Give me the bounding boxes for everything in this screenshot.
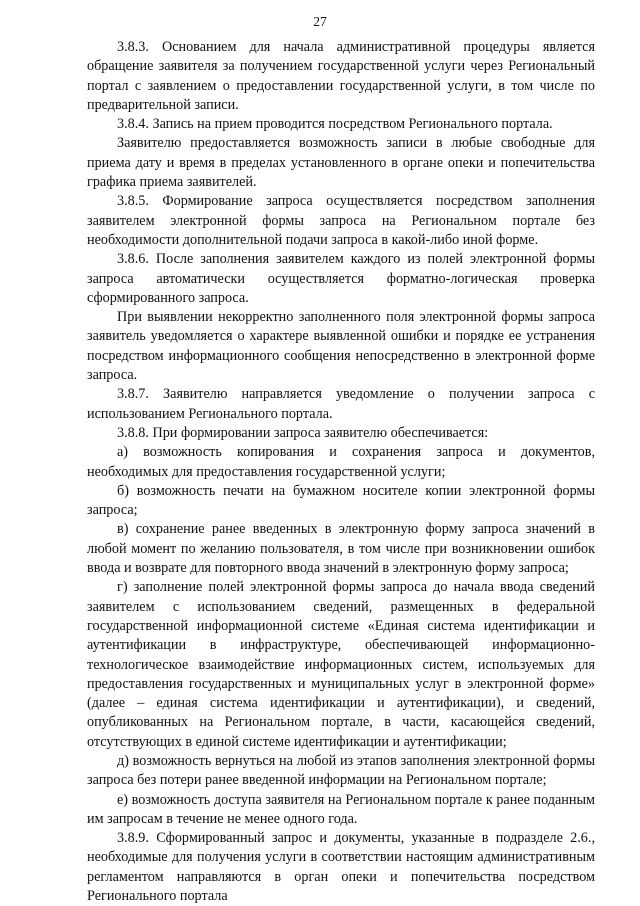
page-number: 27 (313, 14, 327, 29)
paragraph-3-8-4: 3.8.4. Запись на прием проводится посредством Регионального портала. (117, 116, 553, 133)
paragraph-3-8-5: 3.8.5. Формирование запроса осуществляется посредством заполнения заявителем электронной формы запроса на Региональном портале без необходимости дополнительной подачи запроса в какой-либо иной форме. (87, 193, 595, 248)
list-item-g: г) заполнение полей электронной формы запроса до начала ввода сведений заявителем с использованием сведений, размещенных в федеральной государственной информационной системе «Единая система идентификации и аутентификации в инфраструктуре, обеспечивающей информационно-технологическое взаимодействие информационных систем, используемых для предоставления государственных и муниципальных услуг в электронной форме» (далее – единая система идентификации и аутентификации), и сведений, опубликованных на Региональном портале, в части, касающейся сведений, отсутствующих в единой системе идентификации и аутентификации; (87, 579, 595, 750)
document-body (87, 38, 595, 906)
paragraph-appointment-options: Заявителю предоставляется возможность записи в любые свободные для приема дату и время в пределах установленного в органе опеки и попечительства графика приема заявителей. (87, 135, 595, 191)
paragraph-3-8-9: 3.8.9. Сформированный запрос и документы, указанные в подразделе 2.6., необходимые для получения услуги в соответствии настоящим административным регламентом направляются в орган опеки и попечительства посредством Регионального портала (87, 830, 595, 905)
list-item-e: е) возможность доступа заявителя на Региональном портале к ранее поданным им запросам в течение не менее одного года. (87, 791, 595, 827)
paragraph-3-8-3: 3.8.3. Основанием для начала административной процедуры является обращение заявителя за получением государственной услуги через Региональный портал с заявлением о предоставлении государственной услуги, в том числе по предварительной записи. (87, 39, 595, 113)
list-item-b: б) возможность печати на бумажном носителе копии электронной формы запроса; (87, 482, 595, 519)
paragraph-3-8-7: 3.8.7. Заявителю направляется уведомление о получении запроса с использованием Регионального портала. (87, 386, 595, 422)
list-item-d: д) возможность вернуться на любой из этапов заполнения электронной формы запроса без потери ранее введенной информации на Региональном портале; (87, 752, 595, 789)
paragraph-error-notification: При выявлении некорректно заполненного поля электронной формы запроса заявитель уведомляется о характере выявленной ошибки и порядке ее устранения посредством информационного сообщения непосредственно в электронной форме запроса. (87, 309, 595, 384)
paragraph-3-8-6: 3.8.6. После заполнения заявителем каждого из полей электронной формы запроса автоматически осуществляется форматно-логическая проверка сформированного запроса. (87, 251, 595, 306)
list-item-v: в) сохранение ранее введенных в электронную форму запроса значений в любой момент по желанию пользователя, в том числе при возникновении ошибок ввода и возврате для повторного ввода значений в электронную форму запроса; (87, 521, 595, 577)
list-item-a: а) возможность копирования и сохранения запроса и документов, необходимых для предоставления государственной услуги; (87, 444, 595, 480)
paragraph-3-8-8: 3.8.8. При формировании запроса заявителю обеспечивается: (117, 424, 489, 441)
